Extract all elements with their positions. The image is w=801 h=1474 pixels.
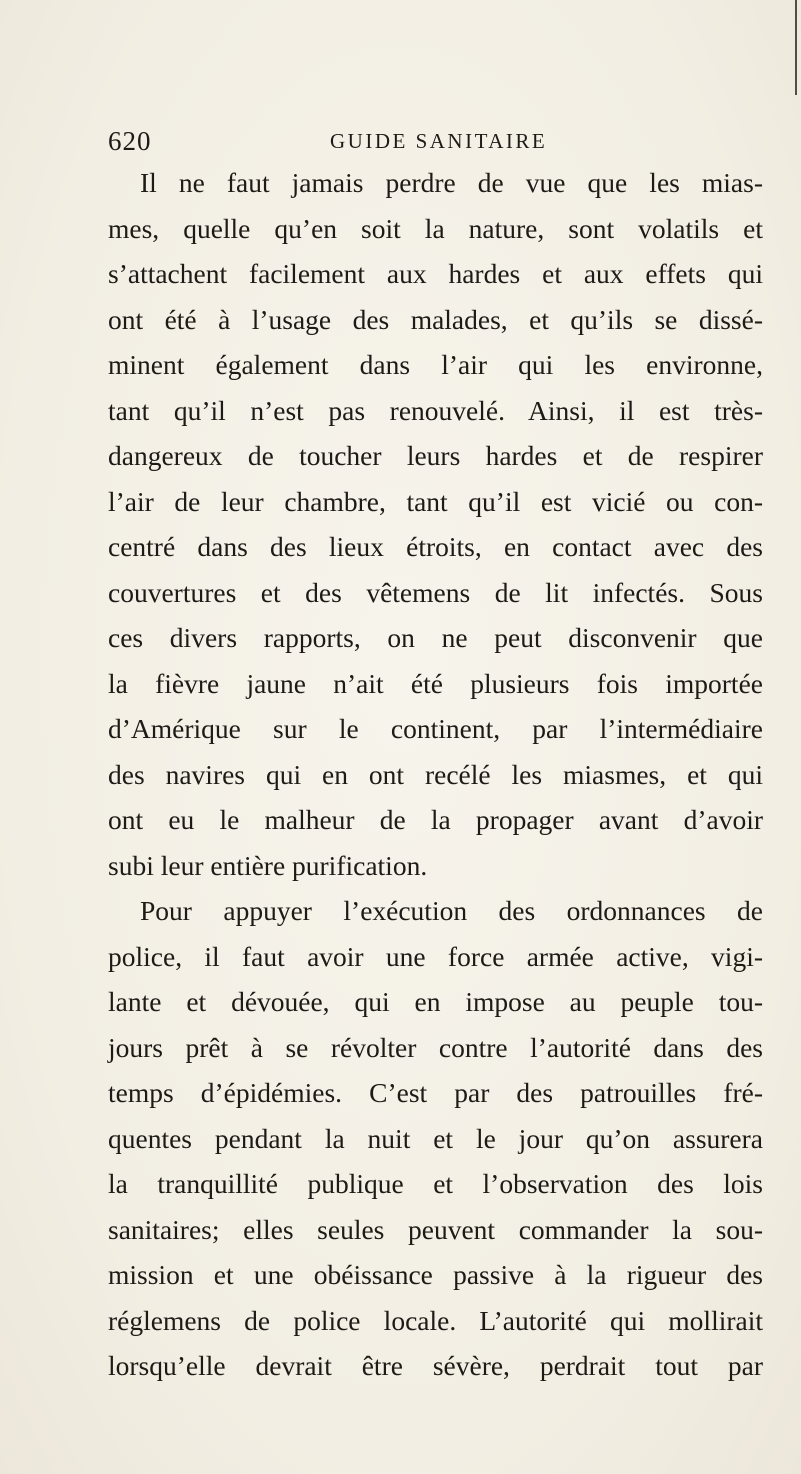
text-line: dangereux de toucher leurs hardes et de respirer xyxy=(108,440,763,471)
text-line: mes, quelle qu’en soit la nature, sont volatils et xyxy=(108,212,763,244)
text-line: sanitaires; elles seules peuvent commander la sou- xyxy=(108,1213,763,1245)
text-line: l’air de leur chambre, tant qu’il est vicié ou con- xyxy=(108,485,763,517)
text-line: couvertures et des vêtemens de lit infectés. Sous xyxy=(108,576,763,608)
text-line: mission et une obéissance passive à la rigueur des xyxy=(108,1259,763,1290)
text-line: Il ne faut jamais perdre de vue que les mias- xyxy=(140,167,763,198)
text-line: temps d’épidémies. C’est par des patrouilles fré- xyxy=(108,1077,763,1108)
text-line: ces divers rapports, on ne peut disconvenir que xyxy=(108,622,763,653)
page-edge-mark xyxy=(795,0,797,95)
text-line: jours prêt à se révolter contre l’autorité dans des xyxy=(108,1031,763,1063)
text-line: Pour appuyer l’exécution des ordonnances de xyxy=(140,895,763,926)
text-line: tant qu’il n’est pas renouvelé. Ainsi, il est très- xyxy=(108,394,763,426)
text-line: d’Amérique sur le continent, par l’intermédiaire xyxy=(108,713,763,744)
text-line: centré dans des lieux étroits, en contact avec des xyxy=(108,531,763,562)
text-line: ont eu le malheur de la propager avant d’avoir xyxy=(108,804,763,835)
running-title: GUIDE SANITAIRE xyxy=(330,129,548,153)
text-line: quentes pendant la nuit et le jour qu’on assurera xyxy=(108,1122,763,1154)
text-line: réglemens de police locale. L’autorité qui mollirait xyxy=(108,1304,763,1336)
text-line: des navires qui en ont recélé les miasmes, et qui xyxy=(108,758,763,790)
text-line: ont été à l’usage des malades, et qu’ils se dissé- xyxy=(108,303,763,335)
text-line: subi leur entière purification. xyxy=(108,849,428,881)
text-line: police, il faut avoir une force armée active, vigi- xyxy=(108,940,763,972)
text-line: la fièvre jaune n’ait été plusieurs fois importée xyxy=(108,667,763,699)
text-line: minent également dans l’air qui les environne, xyxy=(108,349,763,380)
text-line: lorsqu’elle devrait être sévère, perdrait tout par xyxy=(108,1350,763,1381)
text-line: s’attachent facilement aux hardes et aux effets qui xyxy=(108,258,763,289)
text-line: lante et dévouée, qui en impose au peuple tou- xyxy=(108,986,763,1017)
page-number: 620 xyxy=(108,126,152,156)
body-text xyxy=(108,160,763,1389)
text-line: la tranquillité publique et l’observation des lois xyxy=(108,1168,763,1199)
